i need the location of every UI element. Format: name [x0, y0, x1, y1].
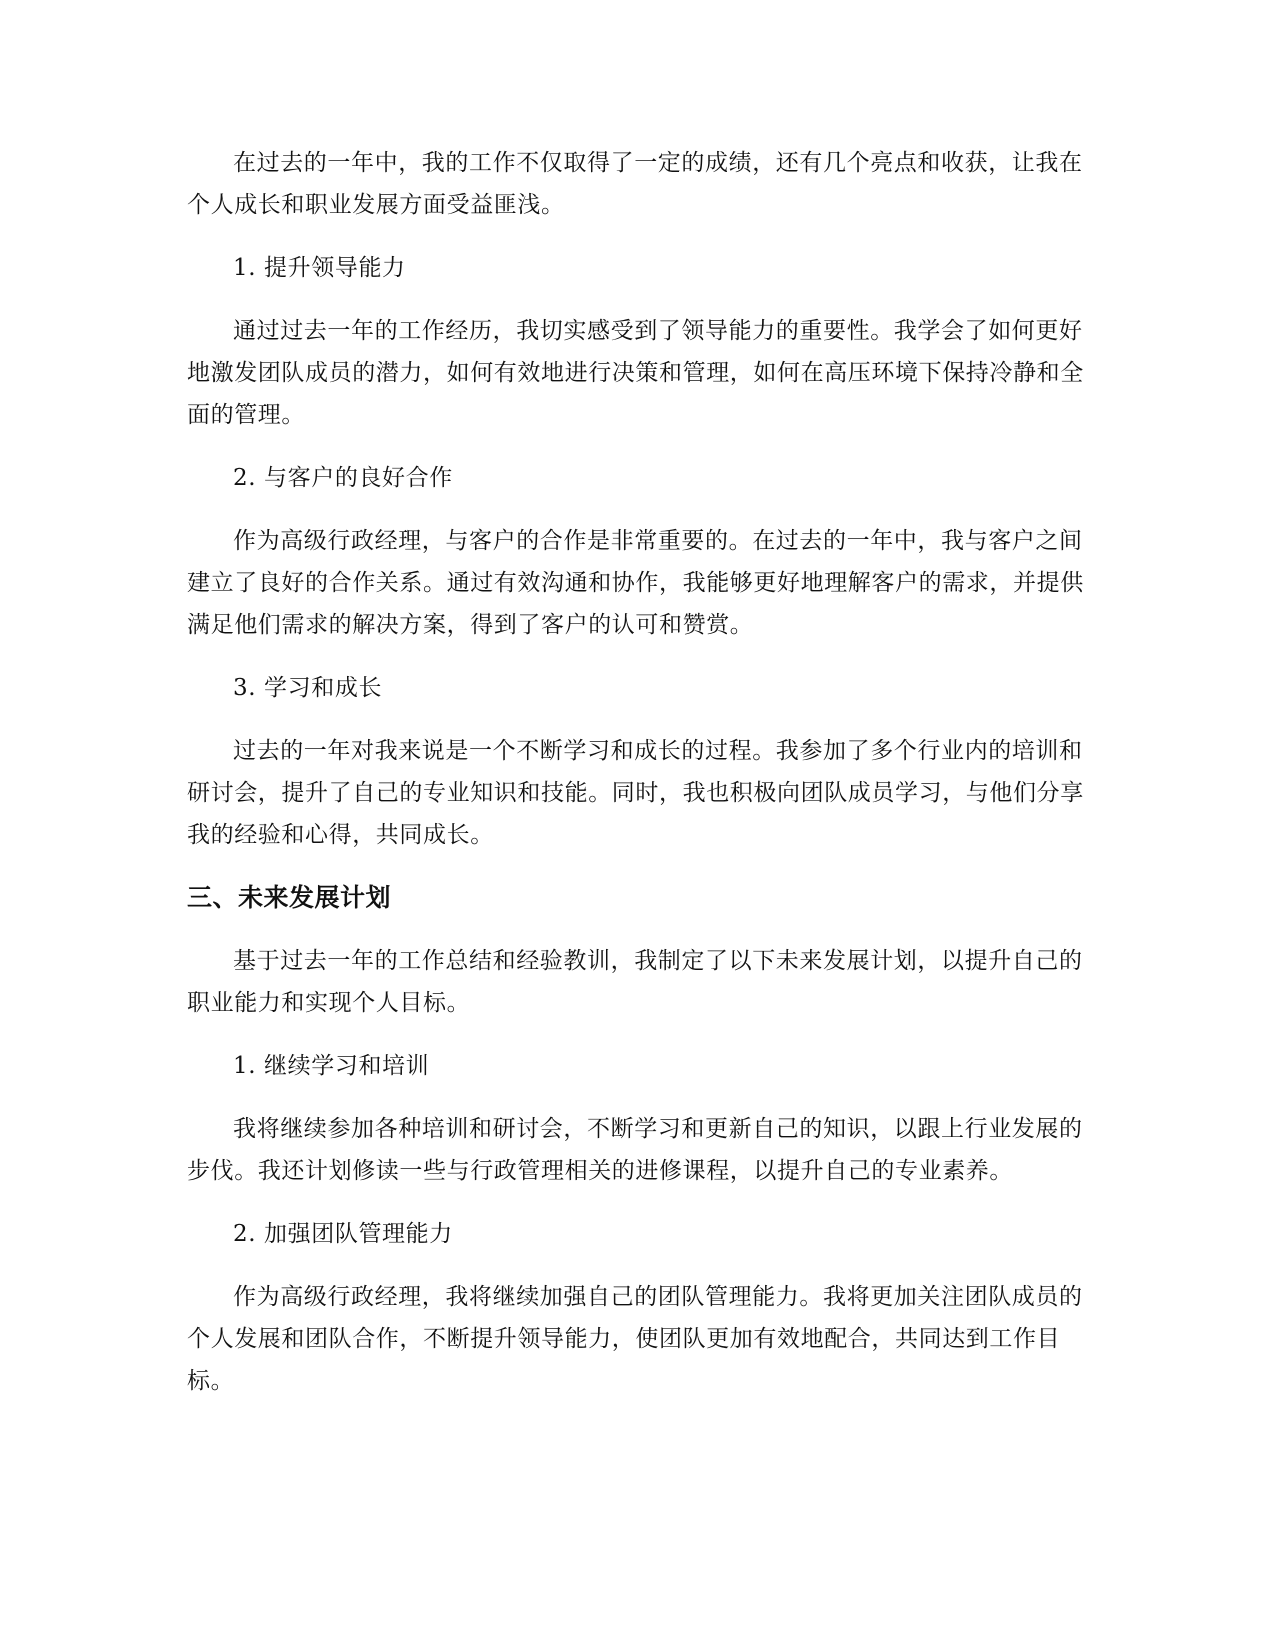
section3-intro-paragraph: 基于过去一年的工作总结和经验教训，我制定了以下未来发展计划，以提升自己的职业能力和实现个人目标。 — [187, 948, 1083, 1016]
highlight-2-title: 2. 与客户的良好合作 — [233, 465, 453, 491]
section2-intro-paragraph: 在过去的一年中，我的工作不仅取得了一定的成绩，还有几个亮点和收获，让我在个人成长和职业发展方面受益匪浅。 — [187, 150, 1083, 218]
section3-heading: 三、未来发展计划 — [187, 883, 392, 912]
highlight-1-title: 1. 提升领导能力 — [233, 255, 406, 281]
highlight-2-body: 作为高级行政经理，与客户的合作是非常重要的。在过去的一年中，我与客户之间建立了良好的合作关系。通过有效沟通和协作，我能够更好地理解客户的需求，并提供满足他们需求的解决方案，得到了客户的认可和赞赏。 — [187, 528, 1084, 638]
plan-2-title: 2. 加强团队管理能力 — [233, 1221, 453, 1247]
plan-1-title: 1. 继续学习和培训 — [233, 1053, 430, 1079]
document-page — [187, 142, 1087, 1423]
highlight-3-body: 过去的一年对我来说是一个不断学习和成长的过程。我参加了多个行业内的培训和研讨会，提升了自己的专业知识和技能。同时，我也积极向团队成员学习，与他们分享我的经验和心得，共同成长。 — [187, 738, 1084, 848]
highlight-3-title: 3. 学习和成长 — [233, 675, 383, 701]
plan-1-body: 我将继续参加各种培训和研讨会，不断学习和更新自己的知识，以跟上行业发展的步伐。我还计划修读一些与行政管理相关的进修课程，以提升自己的专业素养。 — [187, 1116, 1083, 1184]
highlight-1-body: 通过过去一年的工作经历，我切实感受到了领导能力的重要性。我学会了如何更好地激发团队成员的潜力，如何有效地进行决策和管理，如何在高压环境下保持冷静和全面的管理。 — [187, 318, 1084, 428]
plan-2-body: 作为高级行政经理，我将继续加强自己的团队管理能力。我将更加关注团队成员的个人发展和团队合作，不断提升领导能力，使团队更加有效地配合，共同达到工作目标。 — [187, 1284, 1083, 1394]
